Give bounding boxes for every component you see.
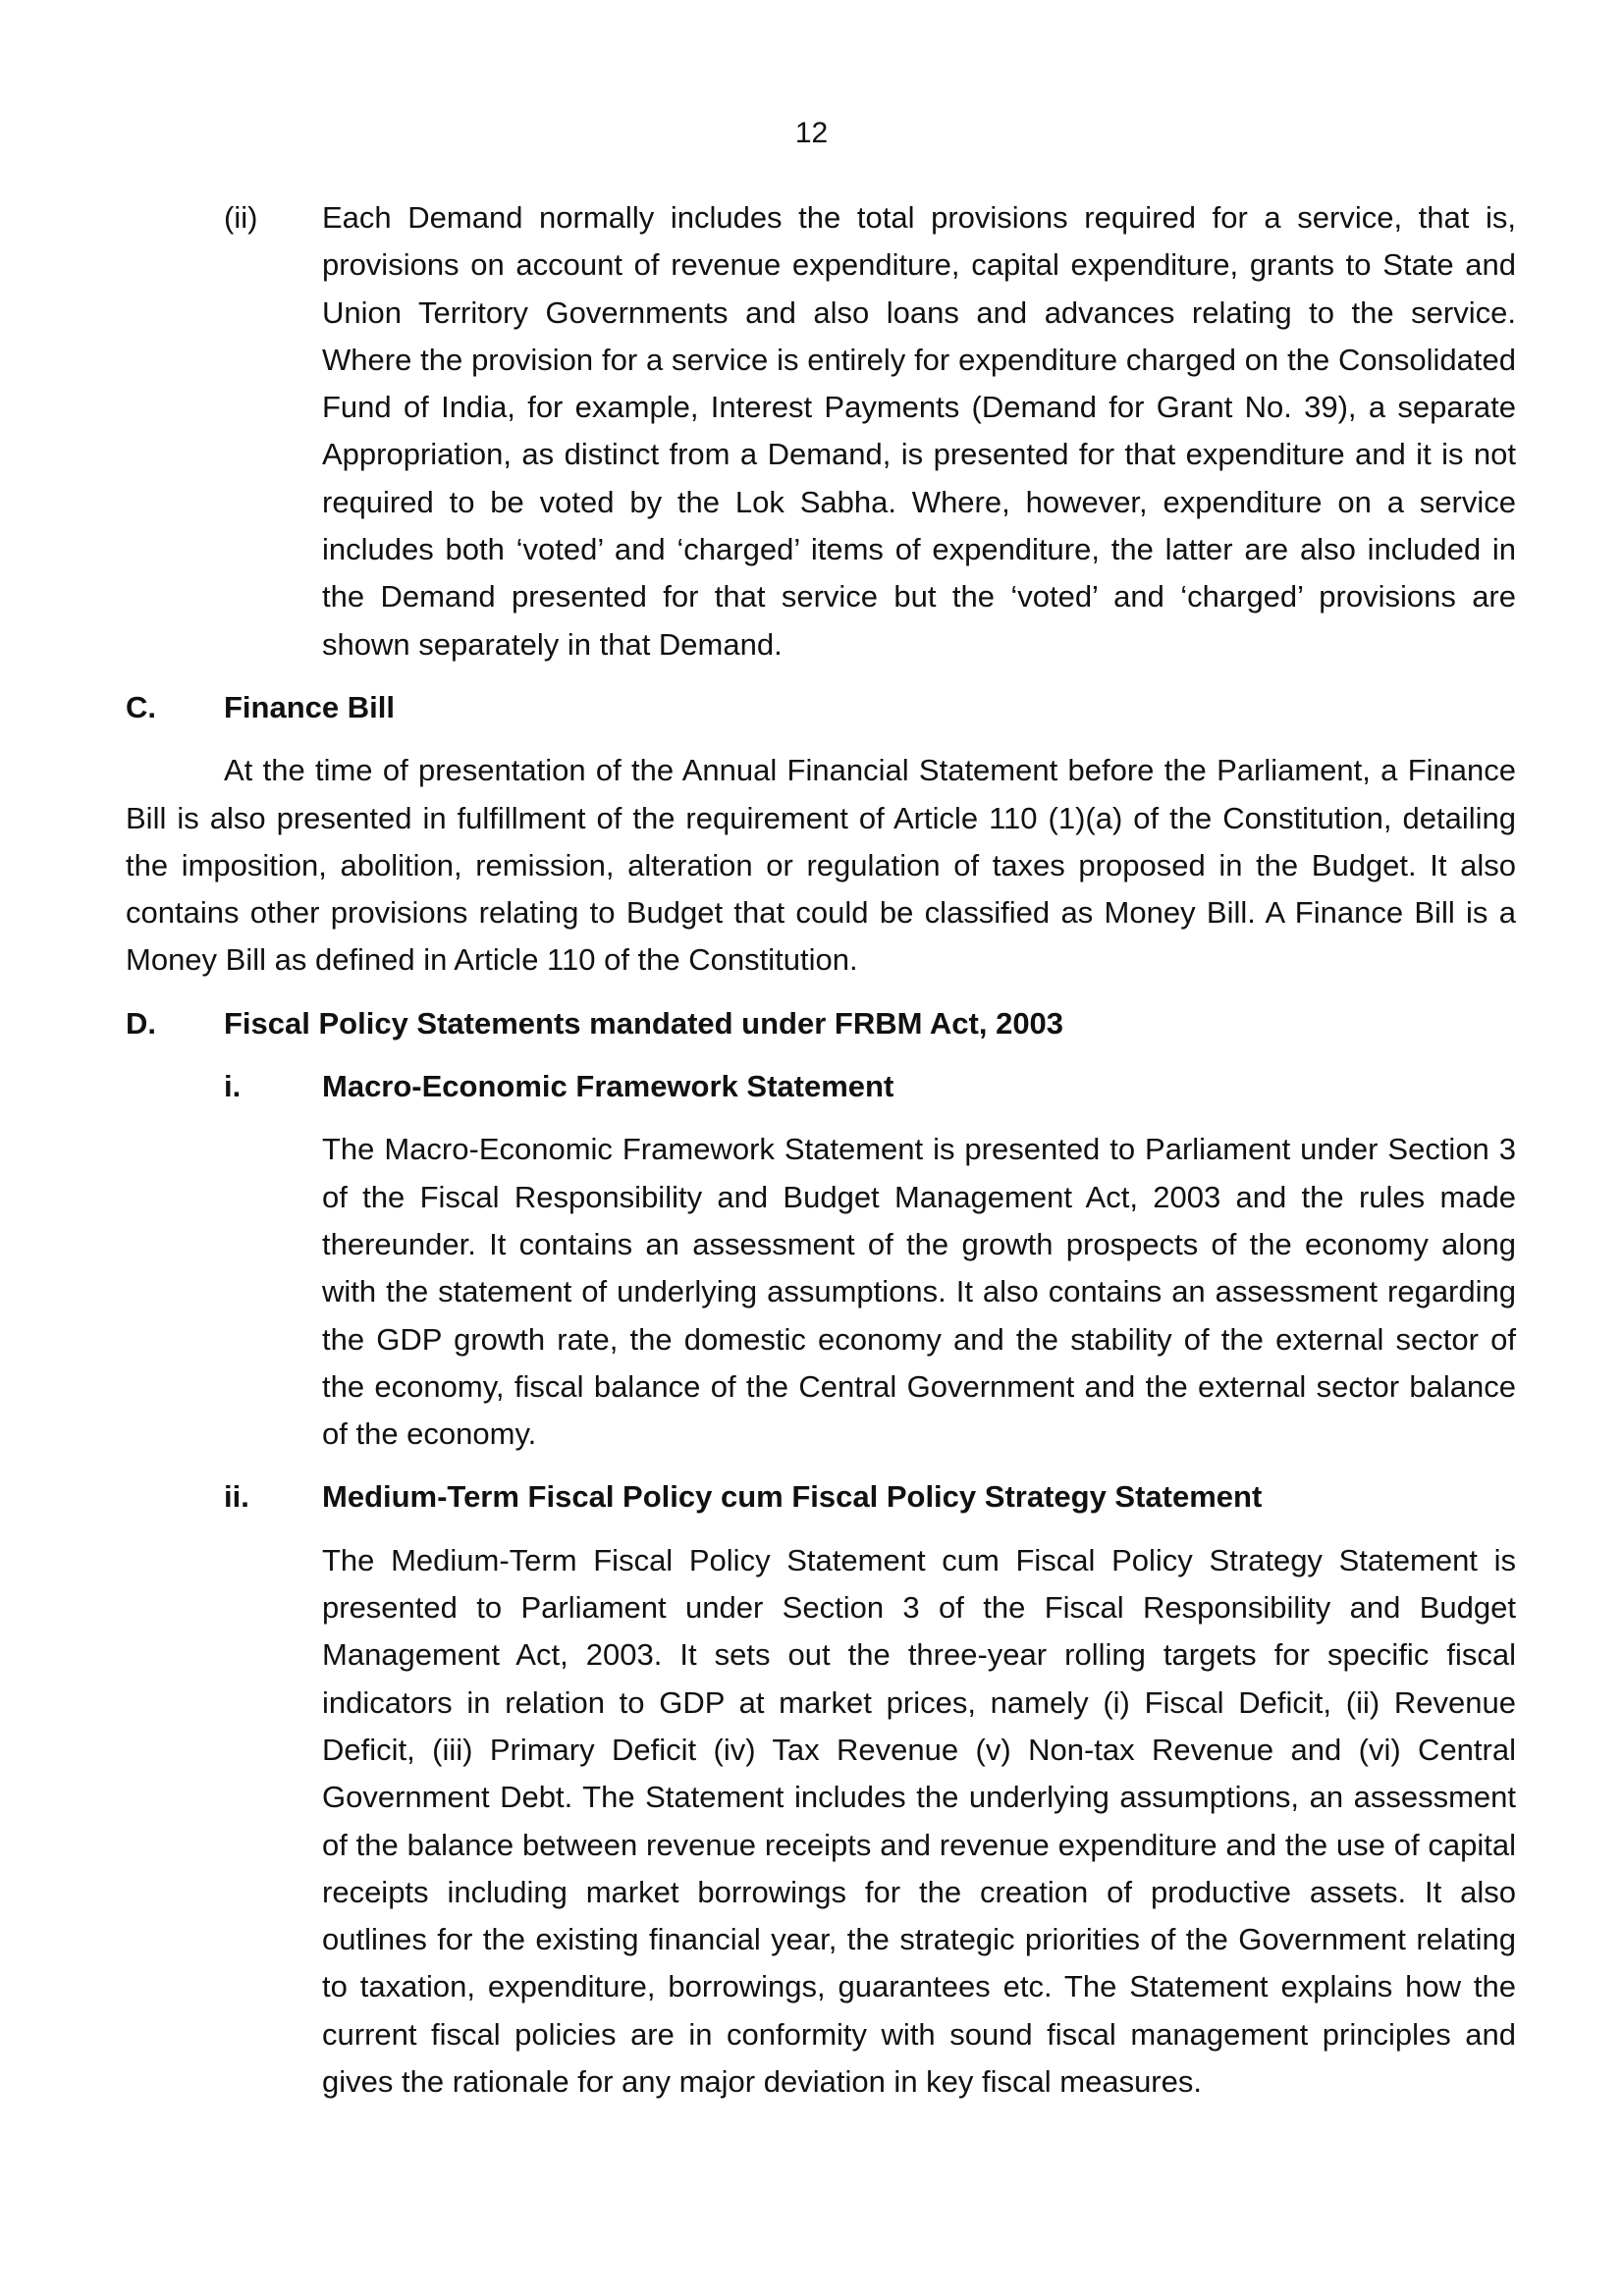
section-c-heading <box>126 684 1516 731</box>
section-d-heading <box>126 1000 1516 1047</box>
item-ii <box>126 194 1516 668</box>
item-ii-text: Each Demand normally includes the total provisions required for a service, that is, provisions on account of revenue expenditure, capital expenditure, grants to State and Union Territory Governments and also loans and advances relating to the service. Where the provision for a service is entirely for expenditure charged on the Consolidated Fund of India, for example, Interest Payments (Demand for Grant No. 39), a separate Appropriation, as distinct from a Demand, is presented for that expenditure and it is not required to be voted by the Lok Sabha. Where, however, expenditure on a service includes both ‘voted’ and ‘charged’ items of expenditure, the latter are also included in the Demand presented for that service but the ‘voted’ and ‘charged’ provisions are shown separately in that Demand. <box>322 200 1516 662</box>
section-d-title: Fiscal Policy Statements mandated under FRBM Act, 2003 <box>224 1005 1064 1041</box>
subsection-ii-marker: ii. <box>224 1479 249 1515</box>
subsection-i-heading <box>126 1063 1516 1110</box>
subsection-i-marker: i. <box>224 1069 242 1104</box>
section-c-title: Finance Bill <box>224 689 395 724</box>
subsection-i-title: Macro-Economic Framework Statement <box>322 1069 894 1104</box>
section-c-paragraph: At the time of presentation of the Annual Financial Statement before the Parliament, a Finance Bill is also presented in fulfillment of the requirement of Article 110 (1)(a) of the Constitution, detailing the imposition, abolition, remission, alteration or regulation of taxes proposed in the Budget. It also contains other provisions relating to Budget that could be classified as Money Bill. A Finance Bill is a Money Bill as defined in Article 110 of the Constitution. <box>126 753 1516 978</box>
item-ii-marker: (ii) <box>224 200 258 235</box>
page-number: 12 <box>794 117 829 149</box>
section-d-letter: D. <box>126 1005 156 1041</box>
subsection-ii-heading <box>126 1473 1516 1521</box>
subsection-i-paragraph: The Macro-Economic Framework Statement is presented to Parliament under Section 3 of the Fiscal Responsibility and Budget Management Act, 2003 and the rules made thereunder. It contains an assessment of the growth prospects of the economy along with the statement of underlying assumptions. It also contains an assessment regarding the GDP growth rate, the domestic economy and the stability of the external sector of the economy, fiscal balance of the Central Government and the external sector balance of the economy. <box>322 1132 1516 1452</box>
section-c-letter: C. <box>126 689 156 724</box>
subsection-ii-paragraph: The Medium-Term Fiscal Policy Statement cum Fiscal Policy Strategy Statement is presented to Parliament under Section 3 of the Fiscal Responsibility and Budget Management Act, 2003. It sets out the three-year rolling targets for specific fiscal indicators in relation to GDP at market prices, namely (i) Fiscal Deficit, (ii) Revenue Deficit, (iii) Primary Deficit (iv) Tax Revenue (v) Non-tax Revenue and (vi) Central Government Debt. The Statement includes the underlying assumptions, an assessment of the balance between revenue receipts and revenue expenditure and the use of capital receipts including market borrowings for the creation of productive assets. It also outlines for the existing financial year, the strategic priorities of the Government relating to taxation, expenditure, borrowings, guarantees etc. The Statement explains how the current fiscal policies are in conformity with sound fiscal management principles and gives the rationale for any major deviation in key fiscal measures. <box>322 1542 1516 2099</box>
subsection-ii-title: Medium-Term Fiscal Policy cum Fiscal Policy Strategy Statement <box>322 1479 1263 1515</box>
page-content <box>126 194 1516 2106</box>
